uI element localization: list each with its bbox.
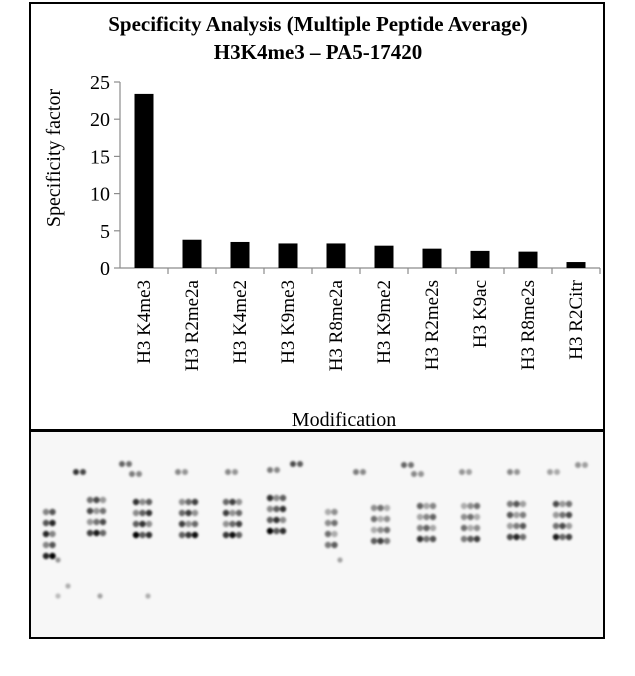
blot-dot [192,510,198,516]
y-tick-label: 5 [100,220,110,243]
x-tick-label: H3 R8me2s [518,280,539,371]
blot-dot [87,497,93,503]
blot-dot [554,469,560,475]
blot-dot [267,517,273,523]
blot-dot [507,469,513,475]
blot-dot [401,462,407,468]
x-tick-label: H3 K9me2 [374,280,395,364]
chart-panel [30,3,604,431]
blot-dot [87,519,93,525]
blot-dot [325,531,331,537]
blot-dot [513,523,519,529]
blot-dot [49,531,55,537]
blot-dot [49,520,55,526]
y-tick-label: 15 [90,146,110,169]
bar [279,243,298,268]
x-tick-label: H3 K9ac [470,280,491,349]
blot-dot [192,521,198,527]
blot-dot [182,469,188,475]
blot-dot [325,520,331,526]
blot-dot [49,542,55,548]
blot-dot [417,536,423,542]
blot-dot [280,528,286,534]
blot-dot [179,532,185,538]
blot-dot [192,532,198,538]
blot-dot [559,512,565,518]
blot-dot [236,499,242,505]
x-tick-label: H3 R2Citr [566,280,587,360]
blot-dot [566,523,572,529]
x-axis-label: Modification [291,409,397,431]
x-tick-label: H3 K4me2 [230,280,251,364]
bar [423,249,442,268]
blot-dot [43,553,49,559]
blot-dot [100,508,106,514]
blot-dot [559,501,565,507]
blot-dot [553,512,559,518]
blot-dot [100,530,106,536]
blot-dot [384,538,390,544]
blot-dot [280,517,286,523]
blot-dot [229,532,235,538]
blot-dot [417,514,423,520]
blot-dot [507,512,513,518]
blot-dot [520,501,526,507]
blot-dot [430,525,436,531]
blot-dot [430,536,436,542]
blot-dot [145,593,150,598]
blot-dot [566,534,572,540]
blot-dot [290,461,296,467]
blot-dot [514,469,520,475]
blot-dot [459,469,465,475]
blot-dot [520,512,526,518]
blot-dot [520,523,526,529]
blot-dot [377,505,383,511]
y-tick-label: 25 [90,72,110,94]
x-tick-label: H3 R2me2s [422,280,443,371]
blot-dot [553,501,559,507]
blot-dot [513,501,519,507]
blot-dot [297,461,303,467]
y-tick-label: 20 [90,109,110,132]
blot-dot [73,469,79,475]
blot-dot [133,532,139,538]
blot-dot [126,461,132,467]
x-tick-label: H3 R2me2a [182,280,203,372]
blot-dot [507,523,513,529]
blot-dot [185,510,191,516]
x-tick-label: H3 R8me2a [326,280,347,372]
blot-dot [371,527,377,533]
blot-dot [513,534,519,540]
blot-dot [223,521,229,527]
blot-dot [146,521,152,527]
blot-dot [93,519,99,525]
blot-dot [43,531,49,537]
blot-dot [43,542,49,548]
blot-panel [30,431,604,638]
blot-dot [423,503,429,509]
blot-dot [267,528,273,534]
blot-dot [520,534,526,540]
blot-dot [273,517,279,523]
blot-dot [232,469,238,475]
blot-dot [423,514,429,520]
blot-dot [87,530,93,536]
blot-dot [229,510,235,516]
blot-dot [267,495,273,501]
blot-dot [566,512,572,518]
blot-dot [430,514,436,520]
blot-dot [55,593,60,598]
bar [519,252,538,268]
y-tick-label: 0 [100,258,110,280]
blot-dot [179,499,185,505]
blot-dot [467,503,473,509]
blot-dot [146,499,152,505]
blot-dot [553,534,559,540]
blot-dot [273,506,279,512]
blot-dot [43,520,49,526]
blot-dot [229,521,235,527]
blot-dot [377,538,383,544]
bar [567,262,586,268]
blot-dot [467,536,473,542]
blot-dot [93,508,99,514]
blot-dot [331,542,337,548]
blot-dot [133,510,139,516]
blot-dot [337,557,342,562]
blot-dot [418,471,424,477]
blot-dot [507,534,513,540]
blot-dot [273,528,279,534]
blot-dot [474,514,480,520]
blot-dot [49,509,55,515]
blot-dot [139,510,145,516]
y-tick-label: 10 [90,183,110,206]
blot-dot [408,462,414,468]
blot-dot [223,499,229,505]
blot-dot [325,509,331,515]
blot-dot [466,469,472,475]
blot-dot [507,501,513,507]
blot-dot [461,514,467,520]
blot-dot [353,469,359,475]
blot-dot [146,510,152,516]
blot-dot [136,471,142,477]
blot-dot [553,523,559,529]
blot-dot [559,534,565,540]
blot-dot [267,506,273,512]
blot-dot [360,469,366,475]
blot-dot [411,471,417,477]
blot-dot [129,471,135,477]
blot-dot [274,467,280,473]
blot-dot [55,557,60,562]
chart-subtitle: H3K4me3 – PA5-17420 [213,40,423,64]
blot-dot [192,499,198,505]
blot-dot [474,525,480,531]
blot-dot [430,503,436,509]
blot-dot [547,469,553,475]
y-axis-label: Specificity factor [43,88,65,228]
blot-dot [229,499,235,505]
blot-dot [423,536,429,542]
blot-dot [93,530,99,536]
blot-dot [93,497,99,503]
blot-dot [43,509,49,515]
bar [327,243,346,268]
blot-dot [100,519,106,525]
blot-dot [223,532,229,538]
blot-dot [423,525,429,531]
blot-dot [236,510,242,516]
blot-dot [185,532,191,538]
blot-dot [377,527,383,533]
blot-dot [100,497,106,503]
blot-dot [461,525,467,531]
blot-dot [236,532,242,538]
bar [183,240,202,268]
blot-dot [417,525,423,531]
blot-dot [139,499,145,505]
blot-dot [179,521,185,527]
blot-dot [133,521,139,527]
blot-dot [225,469,231,475]
blot-dot [280,506,286,512]
blot-dot [474,536,480,542]
blot-dot [273,495,279,501]
blot-dot [175,469,181,475]
blot-dot [384,505,390,511]
blot-dot [139,521,145,527]
x-tick-label: H3 K4me3 [134,280,155,364]
blot-dot [65,583,70,588]
blot-dot [331,509,337,515]
blot-dot [185,499,191,505]
blot-dot [467,525,473,531]
blot-dot [119,461,125,467]
chart-title: Specificity Analysis (Multiple Peptide Average) [108,12,528,36]
blot-dot [236,521,242,527]
blot-dot [185,521,191,527]
blot-dot [179,510,185,516]
blot-dot [417,503,423,509]
x-tick-label: H3 K9me3 [278,280,299,364]
blot-dot [87,508,93,514]
blot-dot [566,501,572,507]
bar [135,94,154,268]
blot-dot [371,505,377,511]
blot-dot [80,469,86,475]
bar [375,246,394,268]
blot-dot [267,467,273,473]
blot-dot [280,495,286,501]
blot-dot [513,512,519,518]
blot-dot [575,462,581,468]
blot-dot [384,516,390,522]
blot-dot [325,542,331,548]
blot-dot [582,462,588,468]
blot-dot [331,531,337,537]
blot-dot [49,553,55,559]
blot-dot [461,536,467,542]
blot-dot [223,510,229,516]
blot-dot [461,503,467,509]
blot-dot [97,593,102,598]
blot-dot [474,503,480,509]
blot-dot [133,499,139,505]
blot-dot [331,520,337,526]
bar [471,251,490,268]
blot-dot [146,532,152,538]
blot-dot [559,523,565,529]
blot-dot [377,516,383,522]
blot-dot [371,538,377,544]
blot-dot [467,514,473,520]
blot-dot [371,516,377,522]
blot-dot [384,527,390,533]
blot-dot [139,532,145,538]
bar [231,242,250,268]
